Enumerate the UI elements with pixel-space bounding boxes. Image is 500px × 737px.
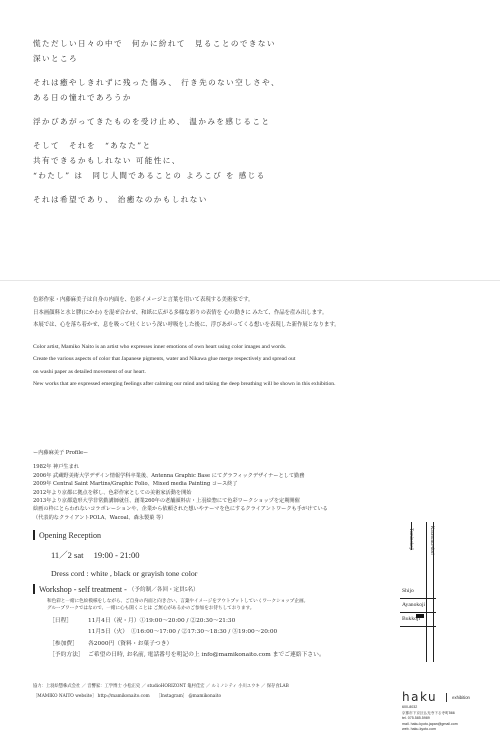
profile-line: 2013年より京都造形大学非常勤講師就任、創業260年の老舗顔料店・上羽絵惣にて色彩ワークショップを定期開催 [33,498,300,505]
reception-heading [33,530,197,540]
intro-ja-line: 色彩作家・内藤麻美子は自身の内面を、色彩イメージと言葉を用いて表現する美術家です。 [33,297,254,303]
credits-line: ［MAMIKO NAITO website］ http://mamikonaito.com ［Instagram］ @mamikonaito [33,693,222,699]
opening-reception [33,530,197,578]
intro-ja-line: 日本画顔料と水と膠(にかわ) を混ぜ合わせ、和紙に広がる多様な彩りの表情を 心の動きに みたて、作品を産み出します。 [33,309,328,316]
poem-line: それは癒やしきれずに残った傷み、 行き先のない空しさや、 [33,78,280,87]
workshop-desc-line: 和色彩と一緒に色絵模様をしながら、ご自身の内面と向き合い、言葉やイメージをアウトプットしていくワークショップ企画。 [47,599,309,604]
logo-separator [446,693,447,702]
detail-label: ［日程］ [49,618,73,624]
workshop-detail-row [49,627,393,638]
divider [0,280,500,281]
intro-en-line: New works that are expressed emerging feelings after calming our mind and taking the deep breathing will be shown in this exhibition. [33,381,336,387]
poem-line: “わたし” は 同じ人間であることの よろこび を 感じる [33,171,266,180]
intro-en-line: Color artist, Mamiko Naito is an artist who expresses inner emotions of own heart using color images and words. [33,343,287,350]
credits-line: 協力：上羽絵惣株式会社 ／ 音響家：工学博士 小松正史 ／ studioHORIZONT 亀村佳宏 ／ ルミノシティ 小川ユウキ ／ 保存食LAB [33,684,289,689]
workshop-heading-text: Workshop - self treatment - [39,584,127,594]
heading-bar [33,530,35,540]
map-street-label: Bukkoji [402,616,421,622]
poem-line: 共有できるかもしれない 可能性に、 [33,156,181,165]
reception-date: 11／2 sat [51,550,84,560]
profile-line: 2009年 Central Saint Martins/Graphic Folio、Mixed media Painting コース終了 [33,481,238,488]
detail-value: 各2000円（資料・お菓子つき） [88,640,173,647]
poem [33,36,473,207]
reception-time: 19:00 - 21:00 [93,550,140,560]
venue-subtitle: exhibition [452,694,470,700]
address-line: web. haku-kyoto.com [402,727,436,732]
artist-profile [33,449,478,522]
intro-ja-line: 本展では、心を落ち着かせ、息を吸って吐くという深い呼吸をした後に、浮びあがってくる想いを表現した新作展となります。 [33,322,340,328]
address-line: mail. haku.kyoto.japan@gmail.com [402,721,458,726]
credits [33,682,373,701]
intro-en-line: on washi paper as detailed movement of our heart. [33,368,146,375]
workshop-detail-row [49,650,393,661]
venue-map [400,522,500,692]
profile-title: ー内藤麻美子 Profileー [33,450,89,456]
workshop-details [49,616,393,662]
profile-line: 1982年 神戸生まれ [33,464,79,471]
artist-introduction [33,294,478,391]
workshop [33,584,393,662]
detail-value: 11月4日（祝・月）①19:00〜20:00 / ②20:30〜21:30 [88,618,236,624]
detail-value: 11月5日（火） ①16:00〜17:00 / ②17:30〜18:30 / ③19:00〜20:00 [88,629,278,636]
profile-line: 2012年より京都に拠点を移し、色彩作家としての美術家活動を開始 [33,489,192,496]
reception-datetime [51,549,197,561]
map-street-label: Karasuma-dori [429,526,434,555]
reception-heading-text: Opening Reception [39,530,101,540]
poem-line: それは希望であり、 治癒なのかもしれない [33,195,208,204]
workshop-heading [33,584,393,594]
venue-logo [402,690,470,704]
venue-address [402,705,458,733]
map-street-line [411,522,412,550]
map-street-line [400,598,436,599]
poem-line: 深いところ [33,54,78,63]
venue-name: haku [402,690,438,704]
dress-code: Dress cord : white , black or grayish tone color [51,569,198,578]
poem-line: 慌ただしい日々の中で 何かに紛れて 見ることのできない [33,39,276,48]
workshop-desc-line: グループワークではなので、一緒に心も開くことは ご無心があるかのご参加をお待ちしております。 [47,606,255,611]
map-street-label: Shijo [402,588,414,594]
heading-bar [33,584,35,594]
map-street-line [400,626,436,627]
address-line: 600-8032 [402,705,418,709]
workshop-detail-row [49,639,393,650]
address-line: tel. 075.585.5989 [402,716,430,721]
workshop-description [47,598,393,612]
poem-line: 浮かびあがってきたものを受け止め、 温かみを感じること [33,117,271,126]
address-line: 京都市下京区仏光寺下る寺町566 [402,710,455,715]
profile-line: （代表的なクライアントPOLA、Wacoal、森永製菓 等） [33,514,167,521]
workshop-note: （予約制／各回・定員5名） [128,587,199,593]
poem-line: ある日の憧れであろうか [33,93,132,102]
map-street-label: Ayanokoji [402,602,426,608]
workshop-detail-row [49,616,393,627]
poem-line: そして それを “あなた”と [33,141,152,150]
intro-en-line: Create the various aspects of color that Japanese pigments, water and Nikawa glue merge respectively and spread out [33,356,296,362]
detail-value: ご希望の日時, お名前, 電話番号を明記の上 info@mamikonaito.com までご連絡下さい。 [88,652,325,659]
profile-line: 2006年 武蔵野美術大学デザイン情報学科卒業後、Antenna Graphic Base にてグラフィックデザイナーとして勤務 [33,472,305,479]
map-street-line [426,522,427,662]
detail-label: ［参加費］ [49,640,78,647]
profile-line: 絵画の枠にとらわれないコラボレーションや、企業から依頼された想いやテーマを色にするクライアントワークも手がけている [33,506,328,513]
detail-label: ［予約方法］ [49,652,84,659]
map-street-line [400,612,436,613]
